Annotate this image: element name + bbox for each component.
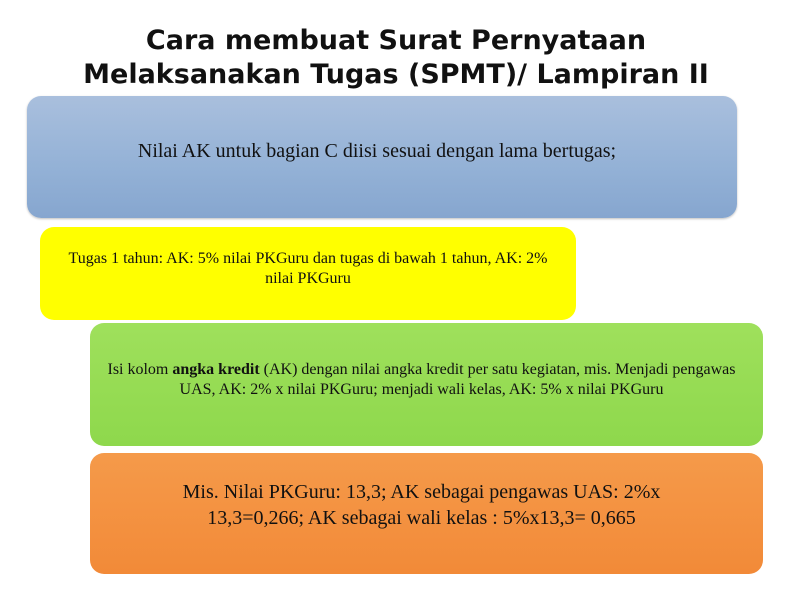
info-box-angka-kredit [90, 323, 763, 446]
angka-kredit-prefix: Isi kolom [107, 360, 173, 378]
info-box-lama-bertugas [27, 96, 737, 218]
info-box-tugas-tahun-text: Tugas 1 tahun: AK: 5% nilai PKGuru dan tugas di bawah 1 tahun, AK: 2% nilai PKGuru [68, 249, 548, 287]
title-line-2: Melaksanakan Tugas (SPMT)/ Lampiran II [83, 59, 709, 90]
title-line-1: Cara membuat Surat Pernyataan [145, 25, 647, 56]
angka-kredit-bold: angka kredit [172, 360, 260, 378]
info-box-lama-bertugas-text: Nilai AK untuk bagian C diisi sesuai dengan lama bertugas; [137, 139, 617, 162]
info-box-contoh-text: Mis. Nilai PKGuru: 13,3; AK sebagai pengawas UAS: 2%x 13,3=0,266; AK sebagai wali kelas : 5%x13,3= 0,665 [182, 480, 661, 529]
info-box-tugas-tahun [40, 227, 576, 320]
page-title [0, 24, 792, 92]
info-box-contoh [90, 453, 763, 574]
info-box-angka-kredit-text [100, 360, 743, 400]
title-area [0, 0, 792, 96]
angka-kredit-suffix: (AK) dengan nilai angka kredit per satu kegiatan, mis. Menjadi pengawas UAS, AK: 2% x nilai PKGuru; menjadi wali kelas, AK: 5% x nilai PKGuru [179, 360, 736, 398]
